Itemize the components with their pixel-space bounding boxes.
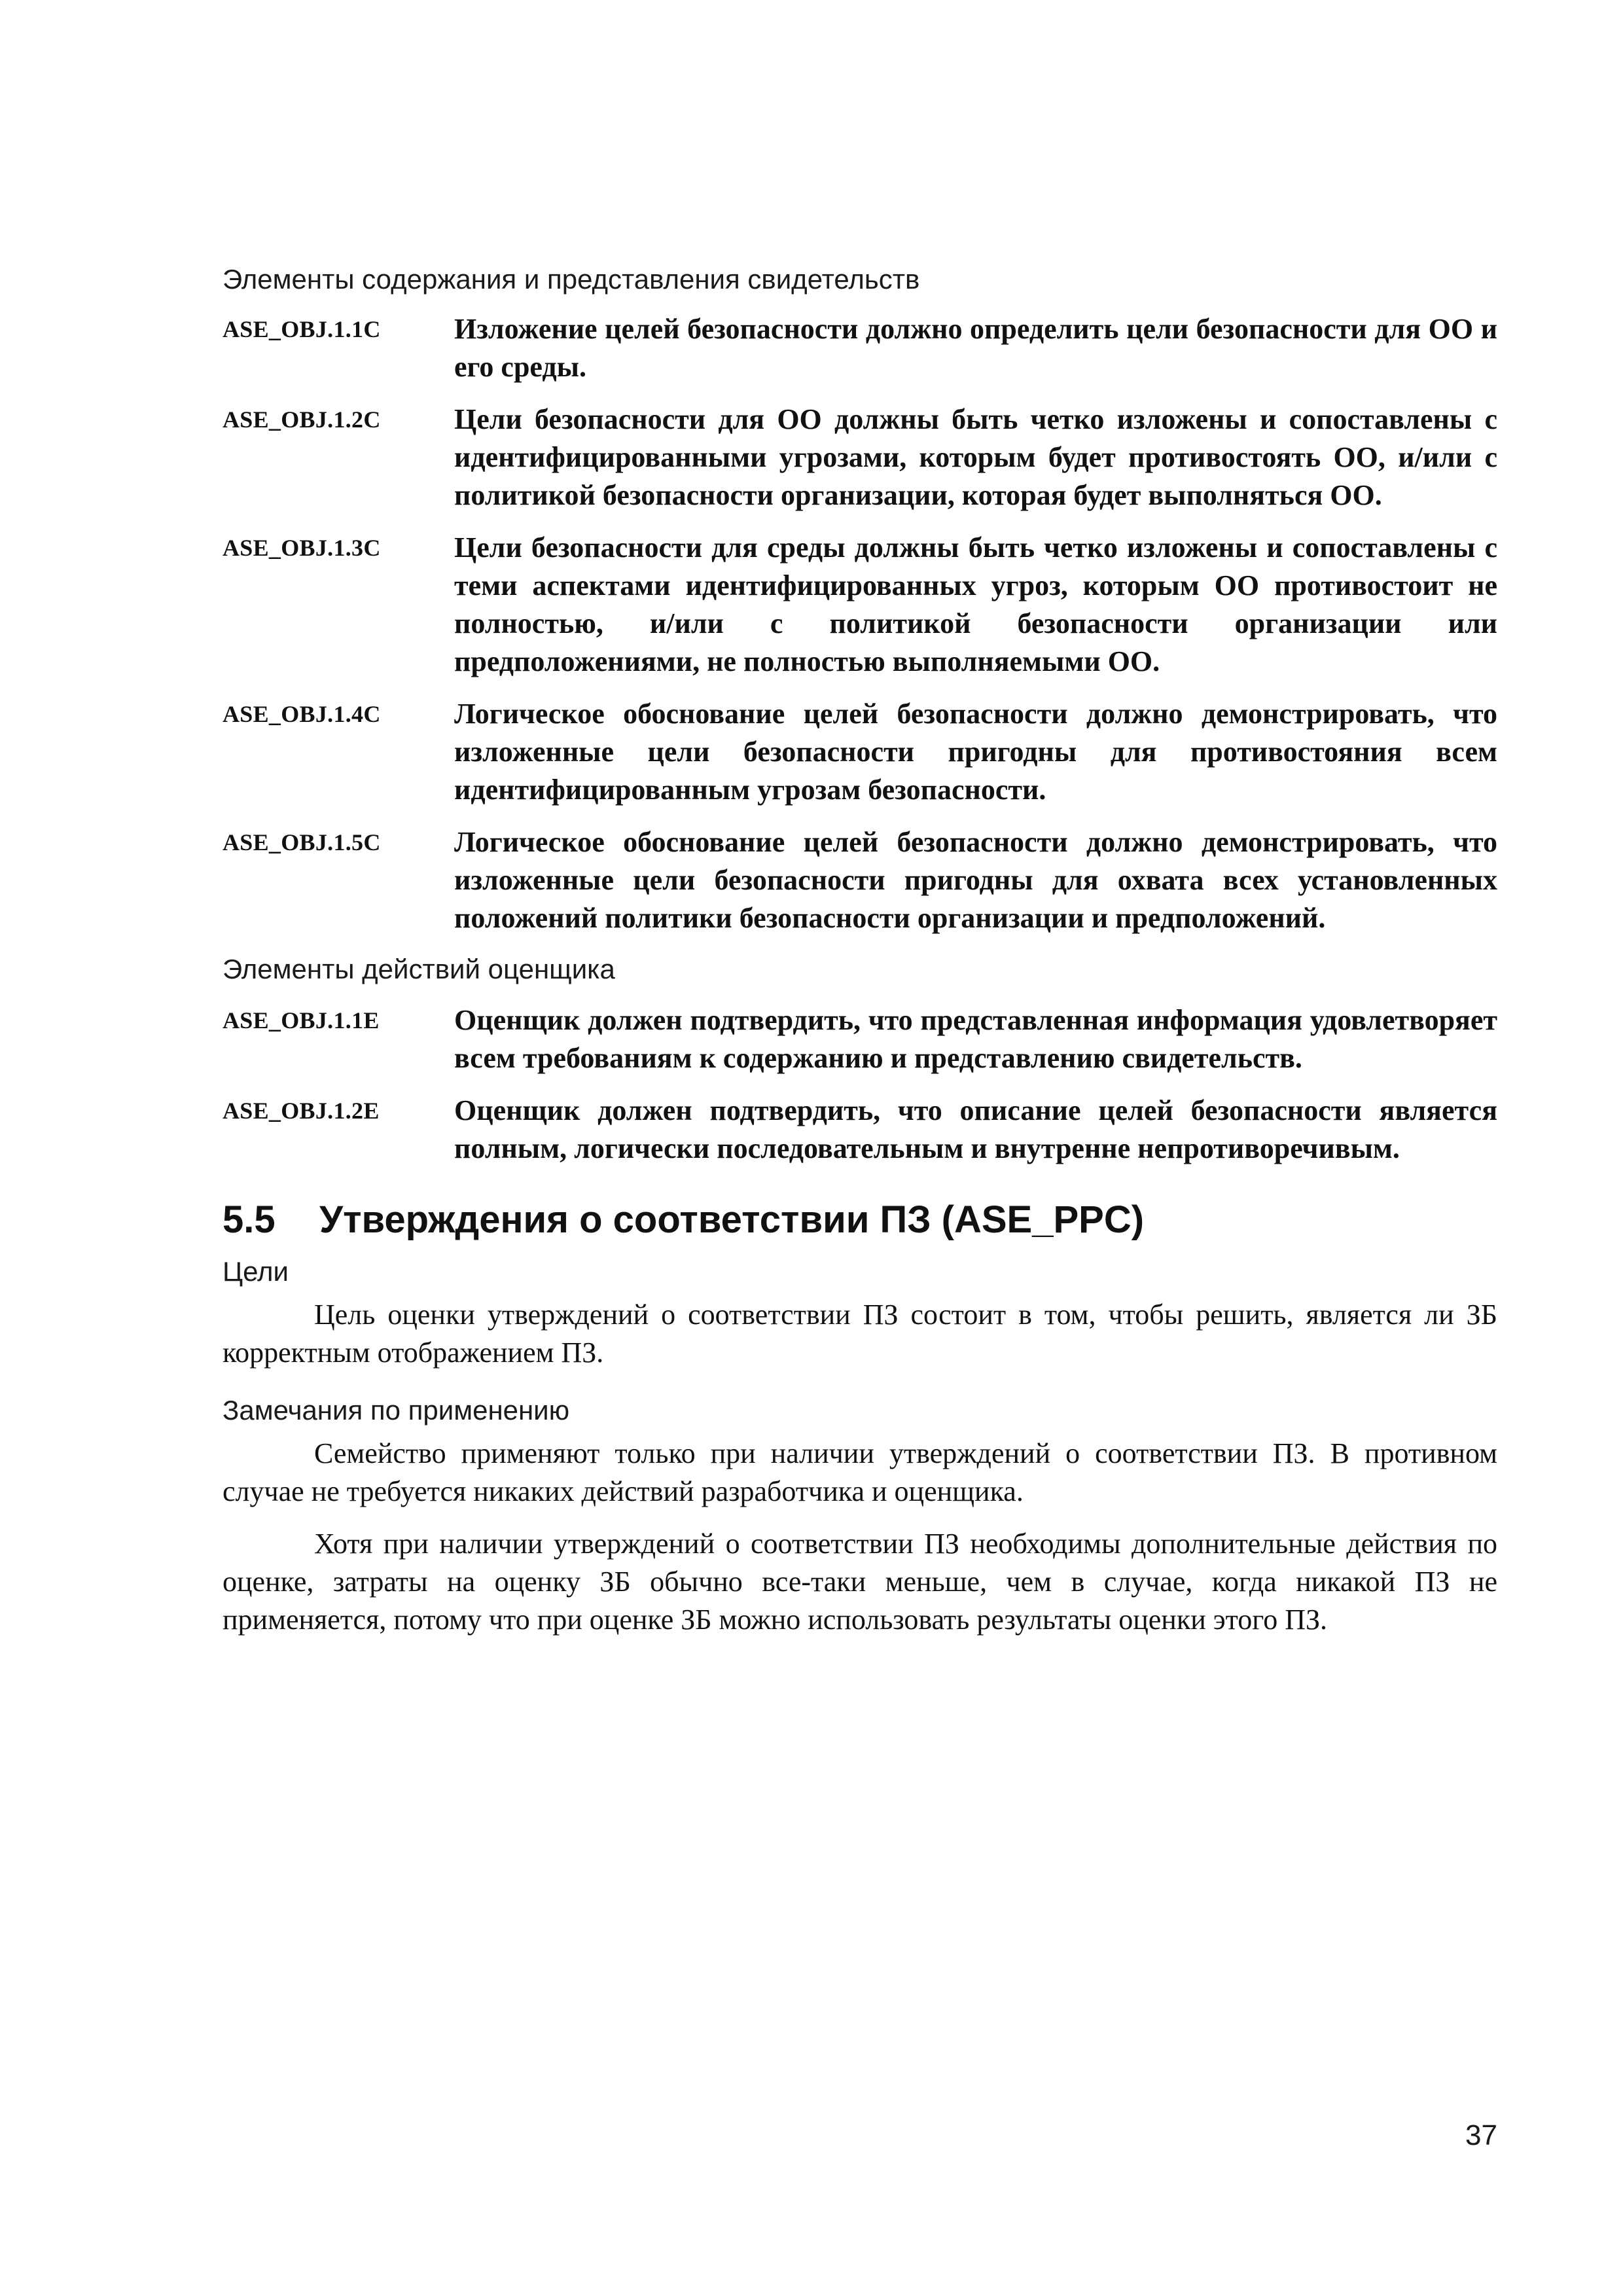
section-heading (223, 1195, 1497, 1245)
objectives-heading: Цели (223, 1256, 289, 1287)
notes-paragraph: Семейство применяют только при наличии утверждений о соответствии ПЗ. В противном случае не требуется никаких действий разработчика и оценщика. (223, 1437, 1497, 1507)
section-title: Утверждения о соответствии ПЗ (ASE_PPC) (319, 1198, 1145, 1241)
requirement-item (223, 1092, 1497, 1168)
requirement-text: Оценщик должен подтвердить, что описание целей безопасности является полным, логически последовательным и внутренне непротиворечивым. (454, 1094, 1497, 1164)
requirement-item (223, 695, 1497, 809)
section-number: 5.5 (223, 1198, 276, 1241)
requirement-item (223, 823, 1497, 937)
requirement-id: ASE_OBJ.1.4C (223, 701, 381, 727)
requirement-text: Цели безопасности для ОО должны быть четко изложены и сопоставлены с идентифицированными угрозами, которым будет противостоять ОО, и/или с политикой безопасности организации, которая будет выполняться ОО. (454, 403, 1497, 511)
requirement-item (223, 401, 1497, 514)
requirement-item (223, 529, 1497, 681)
requirement-text: Оценщик должен подтвердить, что представленная информация удовлетворяет всем требованиям к содержанию и представлению свидетельств. (454, 1004, 1497, 1074)
requirement-id: ASE_OBJ.1.3C (223, 535, 381, 561)
page-content (223, 262, 1497, 1653)
requirement-id: ASE_OBJ.1.5C (223, 829, 381, 855)
requirement-text: Логическое обоснование целей безопасности должно демонстрировать, что изложенные цели безопасности пригодны для охвата всех установленных положений политики безопасности организации и предположений. (454, 826, 1497, 934)
page-number: 37 (1465, 2119, 1497, 2151)
requirement-id: ASE_OBJ.1.1E (223, 1007, 380, 1033)
requirement-text: Цели безопасности для среды должны быть четко изложены и сопоставлены с теми аспектами идентифицированных угроз, которым ОО противостоит не полностью, и/или с политикой безопасности организации или предположениями, не полностью выполняемыми ОО. (454, 531, 1497, 677)
requirement-item (223, 1001, 1497, 1077)
evaluator-elements-list (223, 1001, 1497, 1168)
application-notes-heading: Замечания по применению (223, 1395, 570, 1426)
requirement-id: ASE_OBJ.1.2C (223, 406, 381, 433)
requirement-item (223, 310, 1497, 386)
evidence-elements-heading: Элементы содержания и представления свидетельств (223, 264, 920, 295)
requirement-text: Логическое обоснование целей безопасности должно демонстрировать, что изложенные цели безопасности пригодны для противостояния всем идентифицированным угрозам безопасности. (454, 698, 1497, 806)
requirement-id: ASE_OBJ.1.1C (223, 316, 381, 342)
notes-paragraph: Хотя при наличии утверждений о соответствии ПЗ необходимы дополнительные действия по оценке, затраты на оценку ЗБ обычно все-таки меньше, чем в случае, когда никакой ПЗ не применяется, потому что при оценке ЗБ можно использовать результаты оценки этого ПЗ. (223, 1528, 1497, 1636)
evaluator-actions-heading: Элементы действий оценщика (223, 954, 615, 984)
requirement-id: ASE_OBJ.1.2E (223, 1098, 380, 1124)
requirement-text: Изложение целей безопасности должно определить цели безопасности для ОО и его среды. (454, 313, 1497, 383)
content-elements-list (223, 310, 1497, 937)
objectives-paragraph: Цель оценки утверждений о соответствии ПЗ состоит в том, чтобы решить, является ли ЗБ корректным отображением ПЗ. (223, 1299, 1497, 1369)
